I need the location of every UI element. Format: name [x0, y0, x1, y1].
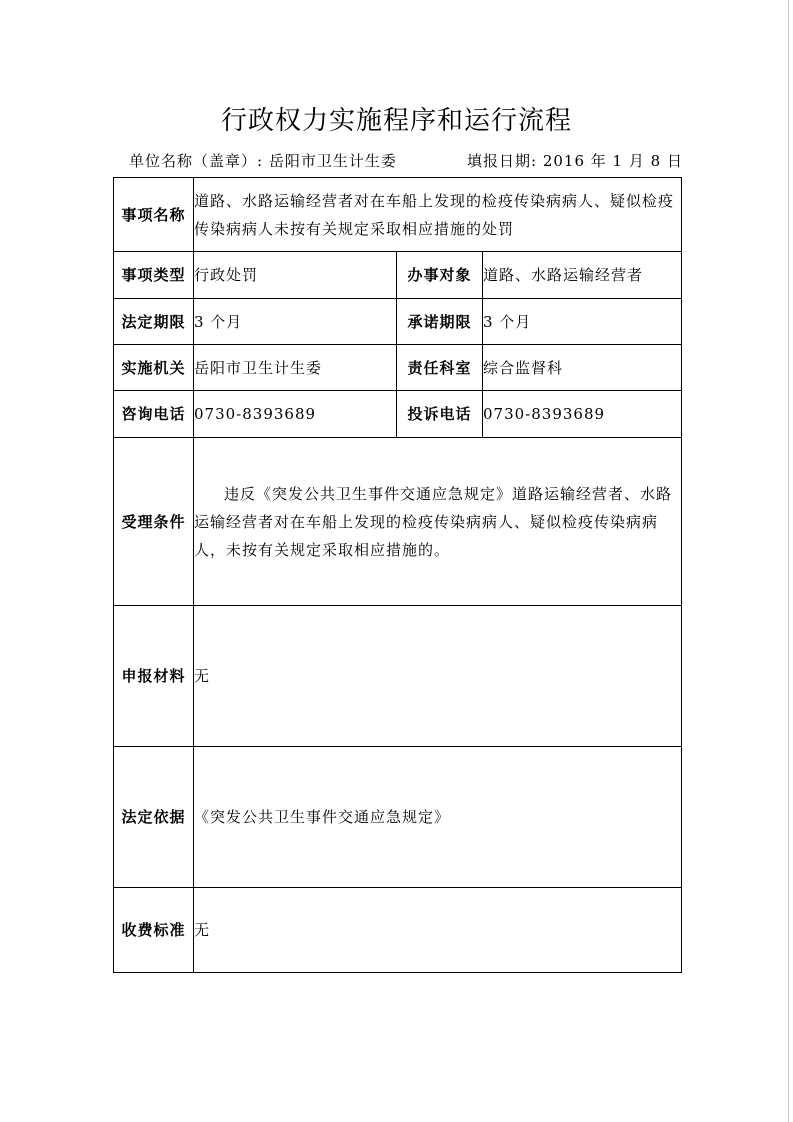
fill-date-line	[467, 150, 683, 172]
page-edge	[788, 0, 789, 1122]
fill-date-value: 2016 年 1 月 8 日	[542, 152, 683, 170]
department-value: 综合监督科	[483, 345, 682, 391]
target-value: 道路、水路运输经营者	[483, 252, 682, 299]
row-fees	[114, 888, 682, 973]
fill-date-label: 填报日期:	[467, 152, 538, 170]
legal-period-value: 3 个月	[194, 299, 397, 345]
materials-value: 无	[194, 606, 682, 747]
row-agency	[114, 345, 682, 391]
item-type-label: 事项类型	[114, 252, 194, 299]
legal-basis-value: 《突发公共卫生事件交通应急规定》	[194, 747, 682, 888]
row-legal-basis	[114, 747, 682, 888]
agency-label: 实施机关	[114, 345, 194, 391]
document-title: 行政权力实施程序和运行流程	[220, 106, 572, 136]
conditions-value: 违反《突发公共卫生事件交通应急规定》道路运输经营者、水路运输经营者对在车船上发现的检疫传染病病人、疑似检疫传染病病人，未按有关规定采取相应措施的。	[194, 438, 682, 606]
promised-period-label: 承诺期限	[397, 299, 483, 345]
row-periods	[114, 299, 682, 345]
item-name-value: 道路、水路运输经营者对在车船上发现的检疫传染病病人、疑似检疫传染病病人未按有关规定采取相应措施的处罚	[194, 178, 682, 252]
row-item-name	[114, 178, 682, 252]
row-materials	[114, 606, 682, 747]
target-label: 办事对象	[397, 252, 483, 299]
row-item-type	[114, 252, 682, 299]
row-conditions	[114, 438, 682, 606]
item-type-value: 行政处罚	[194, 252, 397, 299]
fees-label: 收费标准	[114, 888, 194, 973]
info-table	[113, 177, 682, 973]
unit-name-line	[129, 150, 397, 172]
agency-value: 岳阳市卫生计生委	[194, 345, 397, 391]
department-label: 责任科室	[397, 345, 483, 391]
unit-name-label: 单位名称（盖章）:	[129, 152, 264, 170]
legal-basis-label: 法定依据	[114, 747, 194, 888]
consult-phone-value: 0730-8393689	[194, 391, 397, 438]
unit-name-value: 岳阳市卫生计生委	[268, 152, 397, 170]
item-name-label: 事项名称	[114, 178, 194, 252]
fees-value: 无	[194, 888, 682, 973]
complaint-phone-value: 0730-8393689	[483, 391, 682, 438]
promised-period-value: 3 个月	[483, 299, 682, 345]
materials-label: 申报材料	[114, 606, 194, 747]
conditions-label: 受理条件	[114, 438, 194, 606]
consult-phone-label: 咨询电话	[114, 391, 194, 438]
legal-period-label: 法定期限	[114, 299, 194, 345]
complaint-phone-label: 投诉电话	[397, 391, 483, 438]
row-phones	[114, 391, 682, 438]
